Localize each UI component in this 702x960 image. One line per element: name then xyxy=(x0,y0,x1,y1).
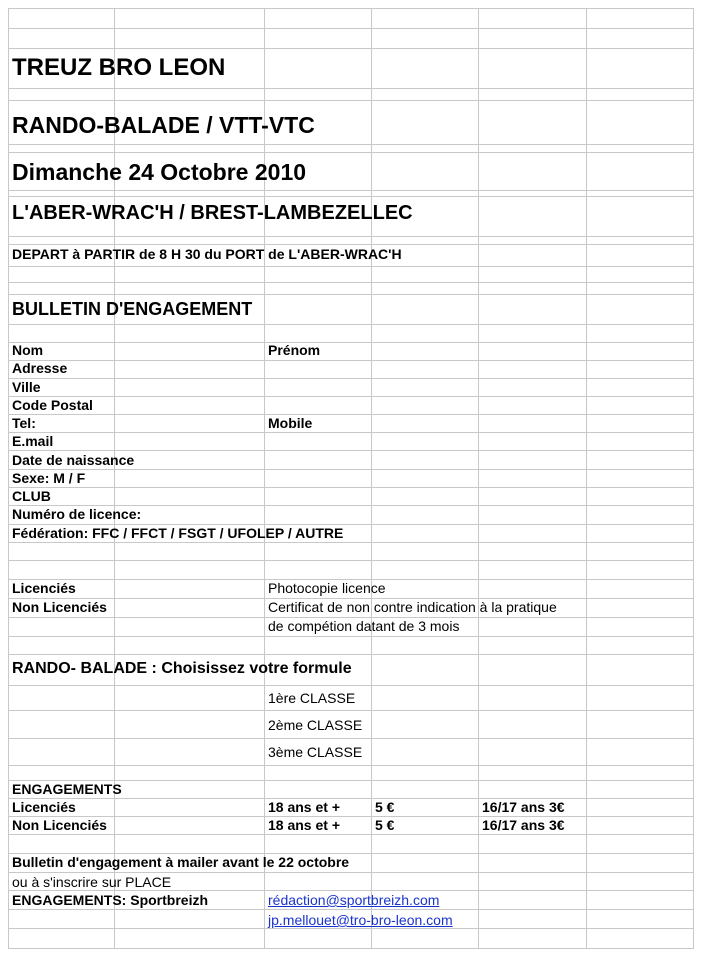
formula-option: 2ème CLASSE xyxy=(268,717,363,733)
email-link-mellouet[interactable]: jp.mellouet@tro-bro-leon.com xyxy=(268,912,453,928)
grid-row-line xyxy=(8,196,694,197)
docs-licencies-label: Licenciés xyxy=(12,580,76,596)
grid-row-line xyxy=(8,28,694,29)
formula-option: 1ère CLASSE xyxy=(268,690,356,706)
engagement-row-label: Licenciés xyxy=(12,799,76,815)
grid-row-line xyxy=(8,654,694,655)
grid-row-line xyxy=(8,378,694,379)
engagements-sportbreizh-label: ENGAGEMENTS: Sportbreizh xyxy=(12,892,209,908)
grid-row-line xyxy=(8,685,694,686)
label-date-naissance: Date de naissance xyxy=(12,452,135,468)
formula-option: 3ème CLASSE xyxy=(268,744,363,760)
label-federation: Fédération: FFC / FFCT / FSGT / UFOLEP / AUTRE xyxy=(12,525,344,541)
grid-row-line xyxy=(8,928,694,929)
grid-row-line xyxy=(8,244,694,245)
label-ville: Ville xyxy=(12,379,41,395)
grid-row-line xyxy=(8,100,694,101)
grid-row-line xyxy=(8,144,694,145)
grid-row-line xyxy=(8,294,694,295)
grid-row-line xyxy=(8,48,694,49)
grid-row-line xyxy=(8,8,694,9)
label-prenom: Prénom xyxy=(268,342,321,358)
grid-row-line xyxy=(8,542,694,543)
label-mobile: Mobile xyxy=(268,415,313,431)
grid-row-line xyxy=(8,636,694,637)
grid-row-line xyxy=(8,710,694,711)
grid-row-line xyxy=(8,88,694,89)
label-tel: Tel: xyxy=(12,415,36,431)
engagement-row-age: 18 ans et + xyxy=(268,799,340,815)
grid-row-line xyxy=(8,414,694,415)
formula-heading: RANDO- BALADE : Choisissez votre formule xyxy=(12,660,352,677)
grid-row-line xyxy=(8,798,694,799)
grid-row-line xyxy=(8,450,694,451)
email-link-redaction[interactable]: rédaction@sportbreizh.com xyxy=(268,892,440,908)
engagements-heading: ENGAGEMENTS xyxy=(12,781,122,797)
grid-row-line xyxy=(8,236,694,237)
grid-row-line xyxy=(8,360,694,361)
grid-column-line xyxy=(371,8,372,948)
onsite-registration-notice: ou à s'inscrire sur PLACE xyxy=(12,874,172,890)
grid-row-line xyxy=(8,324,694,325)
mail-deadline-notice: Bulletin d'engagement à mailer avant le 22 octobre xyxy=(12,854,350,870)
label-adresse: Adresse xyxy=(12,360,68,376)
grid-row-line xyxy=(8,469,694,470)
grid-row-line xyxy=(8,948,694,949)
label-club: CLUB xyxy=(12,488,51,504)
label-sexe: Sexe: M / F xyxy=(12,470,86,486)
engagement-row-price: 5 € xyxy=(375,817,395,833)
docs-non-licencies-requirement-1: Certificat de non contre indication à la pratique xyxy=(268,599,557,615)
grid-row-line xyxy=(8,190,694,191)
grid-row-line xyxy=(8,560,694,561)
event-subtitle: RANDO-BALADE / VTT-VTC xyxy=(12,112,315,138)
grid-row-line xyxy=(8,890,694,891)
grid-row-line xyxy=(8,396,694,397)
label-code-postal: Code Postal xyxy=(12,397,93,413)
event-date: Dimanche 24 Octobre 2010 xyxy=(12,159,307,185)
engagement-row-price: 5 € xyxy=(375,799,395,815)
label-nom: Nom xyxy=(12,342,44,358)
grid-column-line xyxy=(693,8,694,948)
departure-info: DEPART à PARTIR de 8 H 30 du PORT de L'ABER-WRAC'H xyxy=(12,246,402,262)
grid-row-line xyxy=(8,432,694,433)
grid-row-line xyxy=(8,872,694,873)
grid-row-line xyxy=(8,152,694,153)
engagement-row-junior: 16/17 ans 3€ xyxy=(482,817,565,833)
grid-column-line xyxy=(114,8,115,948)
docs-non-licencies-requirement-2: de compétion datant de 3 mois xyxy=(268,618,460,634)
event-title: TREUZ BRO LEON xyxy=(12,54,226,81)
label-licence: Numéro de licence: xyxy=(12,506,142,522)
grid-row-line xyxy=(8,282,694,283)
grid-row-line xyxy=(8,909,694,910)
grid-row-line xyxy=(8,738,694,739)
grid-row-line xyxy=(8,266,694,267)
engagement-row-junior: 16/17 ans 3€ xyxy=(482,799,565,815)
form-heading: BULLETIN D'ENGAGEMENT xyxy=(12,299,253,319)
event-route: L'ABER-WRAC'H / BREST-LAMBEZELLEC xyxy=(12,202,413,224)
grid-row-line xyxy=(8,834,694,835)
engagement-row-label: Non Licenciés xyxy=(12,817,107,833)
grid-column-line xyxy=(8,8,9,948)
grid-row-line xyxy=(8,487,694,488)
grid-row-line xyxy=(8,765,694,766)
engagement-row-age: 18 ans et + xyxy=(268,817,340,833)
grid-row-line xyxy=(8,342,694,343)
grid-column-line xyxy=(264,8,265,948)
docs-non-licencies-label: Non Licenciés xyxy=(12,599,107,615)
grid-column-line xyxy=(586,8,587,948)
label-email: E.mail xyxy=(12,433,54,449)
grid-row-line xyxy=(8,816,694,817)
grid-column-line xyxy=(478,8,479,948)
docs-licencies-requirement: Photocopie licence xyxy=(268,580,386,596)
